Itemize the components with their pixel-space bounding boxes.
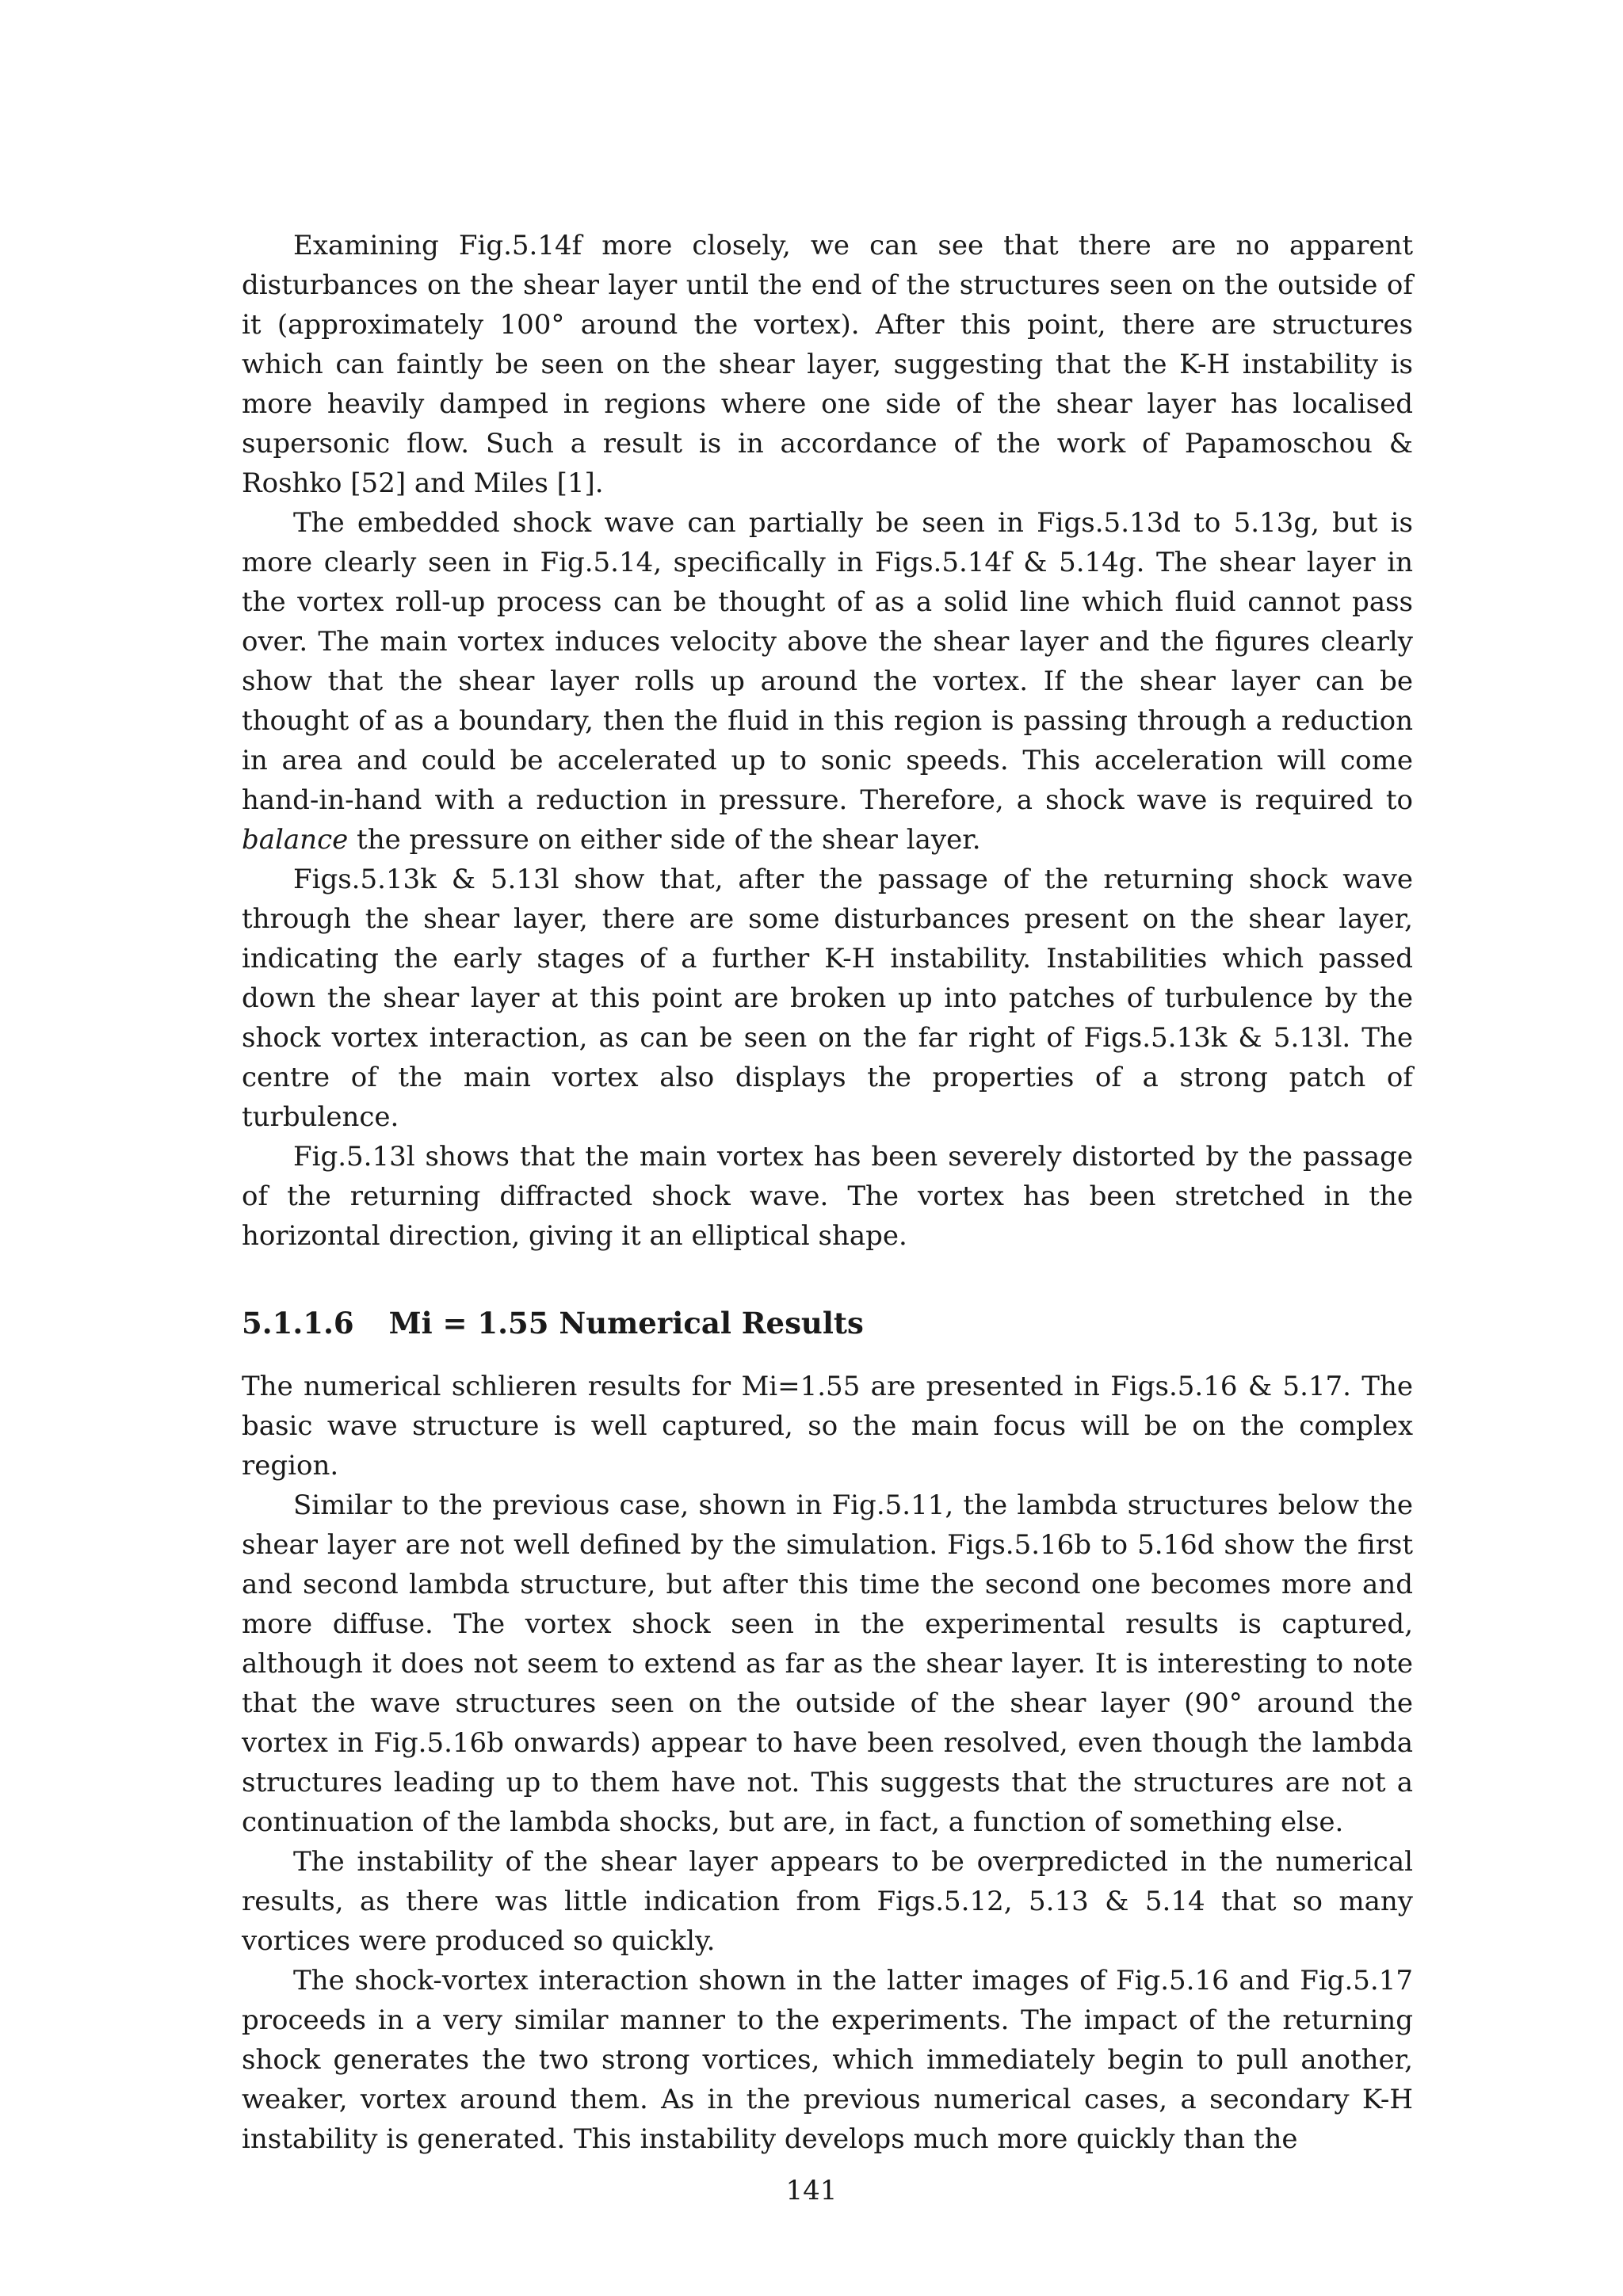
section-heading xyxy=(242,1303,1413,1343)
paragraph-numerical-intro: The numerical schlieren results for Mi=1.55 are presented in Figs.5.16 & 5.17. The basic wave structure is well captured, so the main focus will be on the complex region. xyxy=(242,1371,1413,1482)
paragraph-lambda-structures: Similar to the previous case, shown in Fig.5.11, the lambda structures below the shear layer are not well defined by the simulation. Figs.5.16b to 5.16d show the first and second lambda structure, but after this time the second one becomes more and more diffuse. The vortex shock seen in the experimental results is captured, although it does not seem to extend as far as the shear layer. It is interesting to note that the wave structures seen on the outside of the shear layer (90° around the vortex in Fig.5.16b onwards) appear to have been resolved, even though the lambda structures leading up to them have not. This suggests that the structures are not a continuation of the lambda shocks, but are, in fact, a function of something else. xyxy=(242,1489,1413,1838)
paragraph-instability-overpredicted: The instability of the shear layer appears to be overpredicted in the numerical results, as there was little indication from Figs.5.12, 5.13 & 5.14 that so many vortices were produced so quickly. xyxy=(242,1846,1413,1957)
paragraph-returning-shock: Figs.5.13k & 5.13l show that, after the passage of the returning shock wave through the shear layer, there are some disturbances present on the shear layer, indicating the early stages of a further K-H instability. Instabilities which passed down the shear layer at this point are broken up into patches of turbulence by the shock vortex interaction, as can be seen on the far right of Figs.5.13k & 5.13l. The centre of the main vortex also displays the properties of a strong patch of turbulence. xyxy=(242,864,1413,1133)
paragraph-embedded-shock xyxy=(242,503,1413,860)
page-body xyxy=(242,226,1413,2159)
page-number: 141 xyxy=(785,2175,838,2206)
paragraph-shock-vortex-interaction: The shock-vortex interaction shown in the latter images of Fig.5.16 and Fig.5.17 proceeds in a very similar manner to the experiments. The impact of the returning shock generates the two strong vortices, which immediately begin to pull another, weaker, vortex around them. As in the previous numerical cases, a secondary K-H instability is generated. This instability develops much more quickly than the xyxy=(242,1965,1413,2155)
paragraph-embedded-shock-end: the pressure on either side of the shear layer. xyxy=(348,824,981,856)
balance-emphasis: balance xyxy=(242,824,349,856)
section-title: Mi = 1.55 Numerical Results xyxy=(388,1306,864,1341)
paragraph-shear-layer-disturbances: Examining Fig.5.14f more closely, we can see that there are no apparent disturbances on the shear layer until the end of the structures seen on the outside of it (approximately 100° around the vortex). After this point, there are structures which can faintly be seen on the shear layer, suggesting that the K-H instability is more heavily damped in regions where one side of the shear layer has localised supersonic flow. Such a result is in accordance of the work of Papamoschou & Roshko [52] and Miles [1]. xyxy=(242,230,1413,499)
section-number: 5.1.1.6 xyxy=(242,1306,354,1341)
paragraph-embedded-shock-text: The embedded shock wave can partially be seen in Figs.5.13d to 5.13g, but is more clearly seen in Fig.5.14, specifically in Figs.5.14f & 5.14g. The shear layer in the vortex roll-up process can be thought of as a solid line which fluid cannot pass over. The main vortex induces velocity above the shear layer and the figures clearly show that the shear layer rolls up around the vortex. If the shear layer can be thought of as a boundary, then the fluid in this region is passing through a reduction in area and could be accelerated up to sonic speeds. This acceleration will come hand-in-hand with a reduction in pressure. Therefore, a shock wave is required to xyxy=(242,507,1413,816)
paragraph-vortex-distortion: Fig.5.13l shows that the main vortex has been severely distorted by the passage of the returning diffracted shock wave. The vortex has been stretched in the horizontal direction, giving it an elliptical shape. xyxy=(242,1141,1413,1252)
